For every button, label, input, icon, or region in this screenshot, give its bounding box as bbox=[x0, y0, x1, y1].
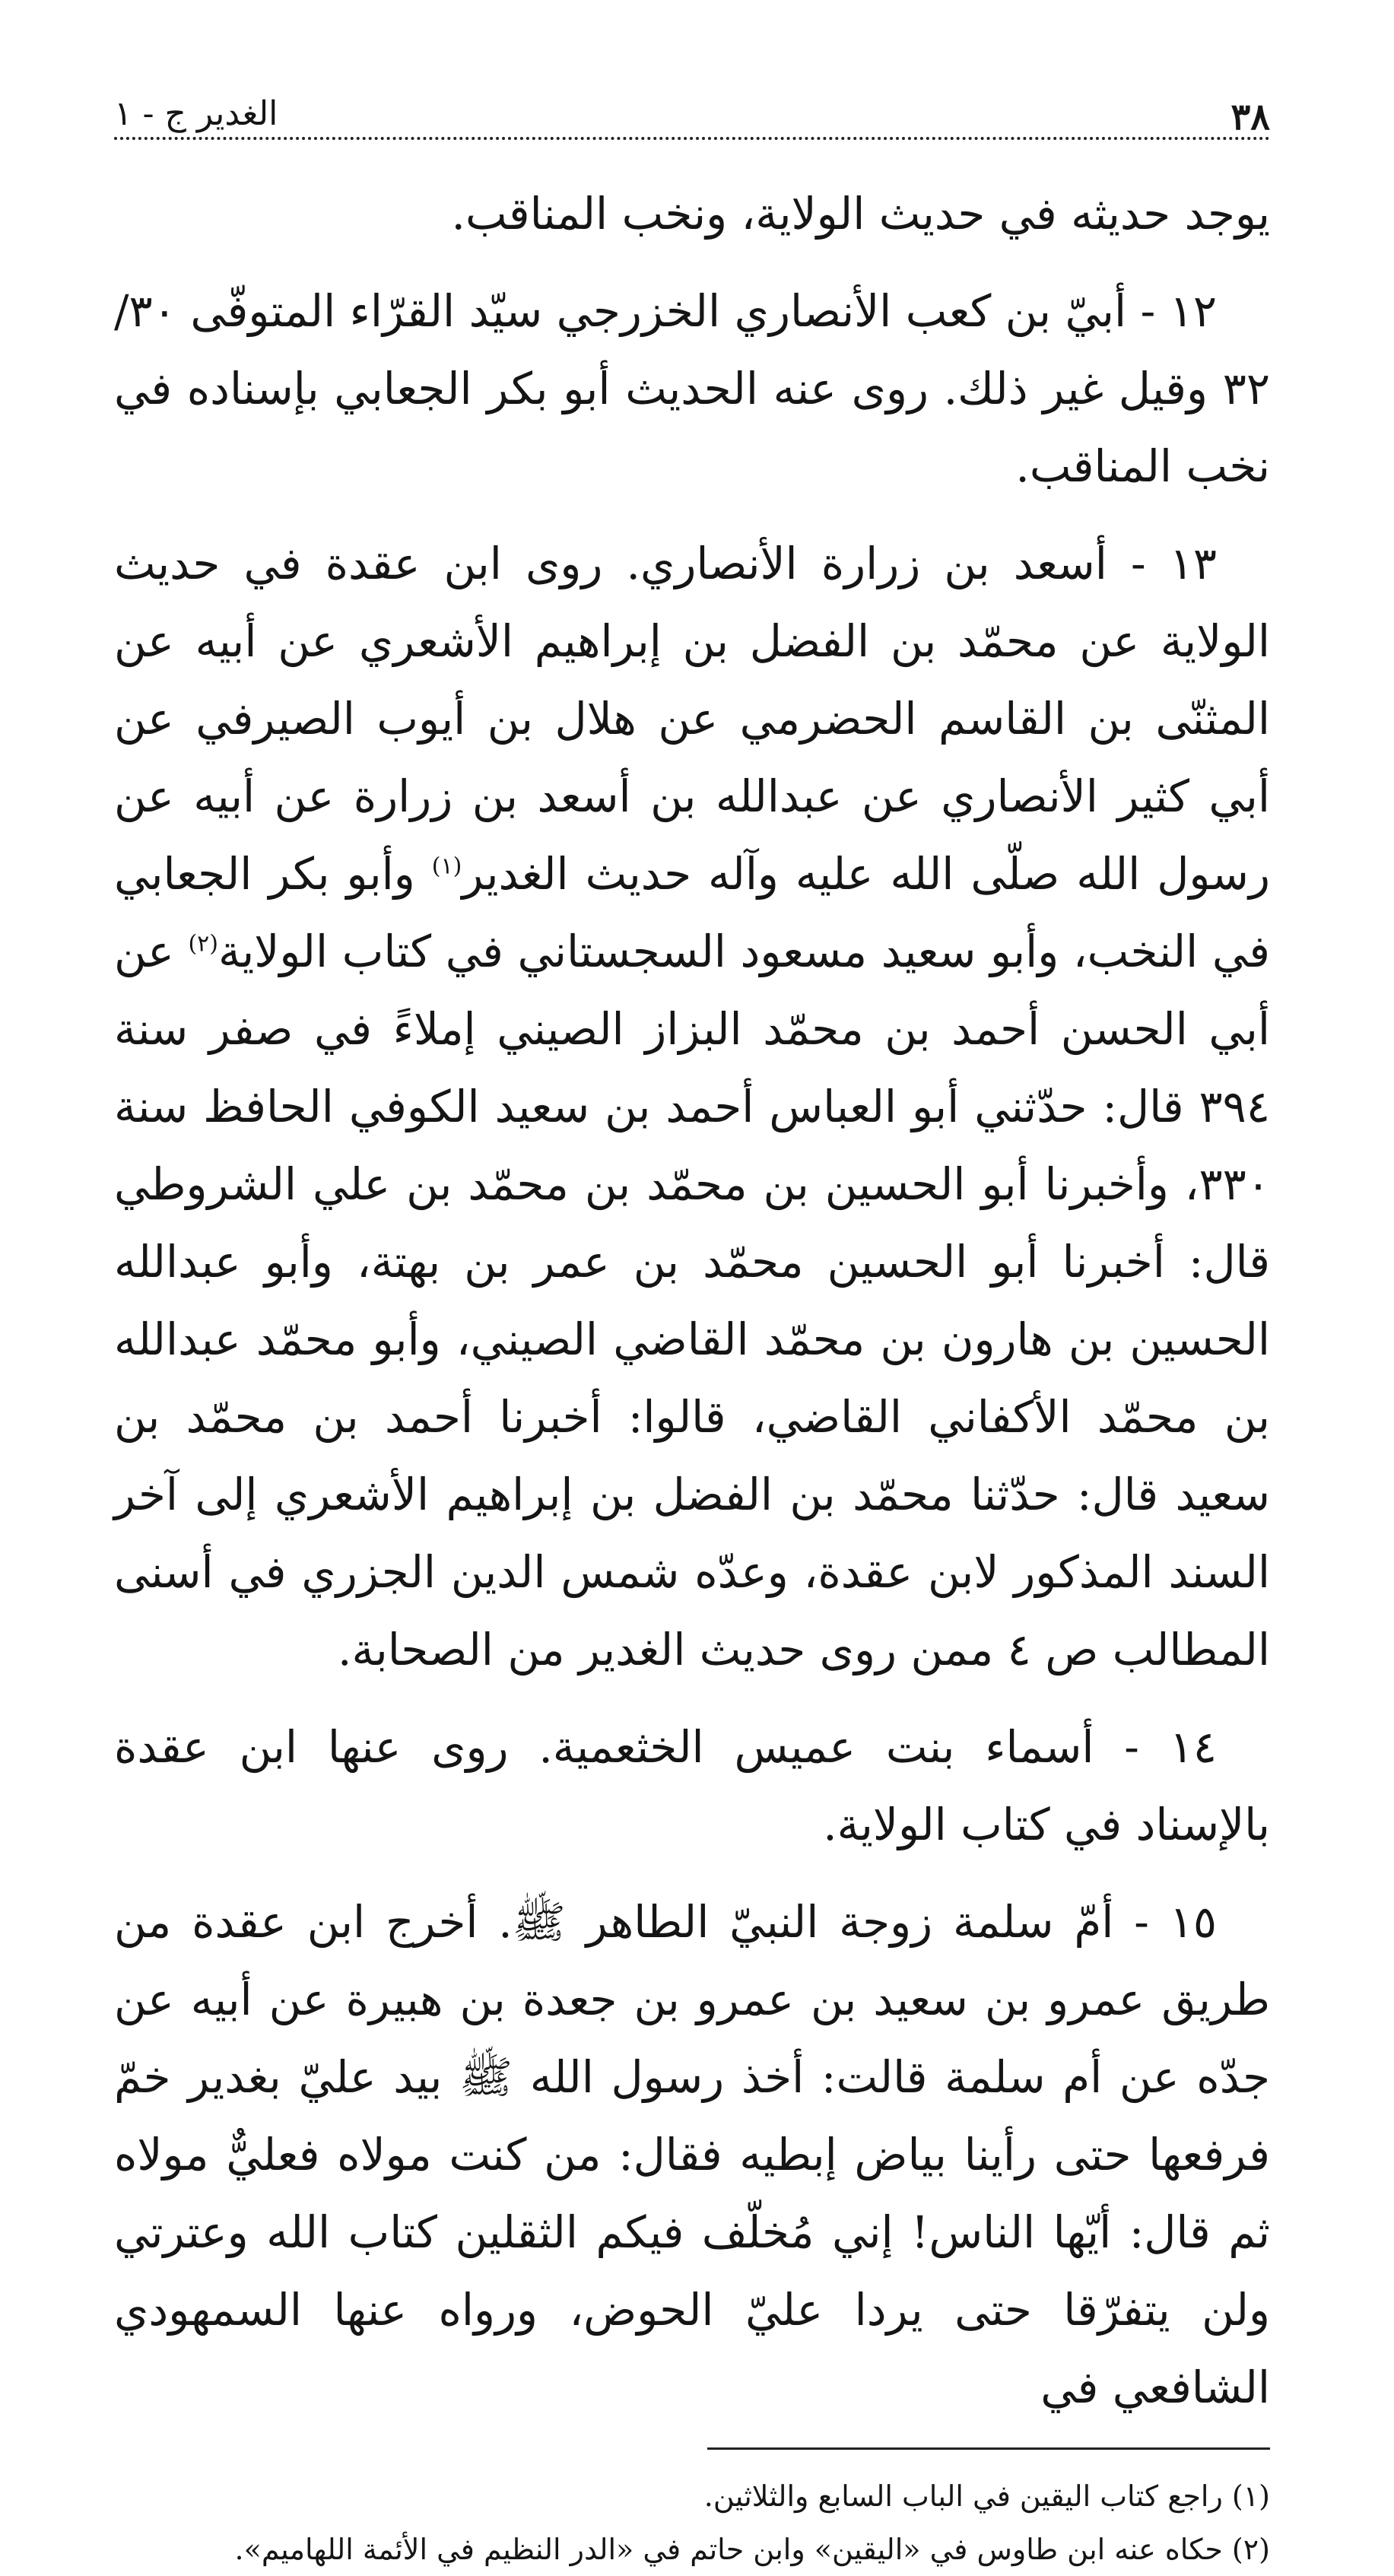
footnote-ref-2: (٢) bbox=[188, 930, 218, 958]
paragraph-intro: يوجد حديثه في حديث الولاية، ونخب المناقب. bbox=[451, 188, 1270, 240]
page-header bbox=[114, 76, 1270, 140]
footnote-ref-1: (١) bbox=[431, 853, 462, 880]
footnote-2: (٢) حكاه عنه ابن طاوس في «اليقين» وابن حاتم في «الدر النظيم في الأئمة اللهاميم». bbox=[234, 2533, 1270, 2566]
body-text bbox=[114, 175, 1270, 2426]
paragraph-entry-14: ١٤ - أسماء بنت عميس الخثعمية. روى عنها ابن عقدة بالإسناد في كتاب الولاية. bbox=[114, 1721, 1270, 1850]
page-number: ٣٨ bbox=[1230, 96, 1270, 138]
entry-13-middle: وأبو بكر الجعابي في النخب، وأبو سعيد مسعود السجستاني في كتاب الولاية bbox=[114, 848, 1271, 977]
footnotes bbox=[114, 2470, 1270, 2576]
entry-13-end: عن أبي الحسن أحمد بن محمّد البزاز الصيني إملاءً في صفر سنة ٣٩٤ قال: حدّثني أبو العباس أحمد بن سعيد الكوفي الحافظ سنة ٣٣٠، وأخبرنا أبو الحسين بن محمّد بن محمّد بن علي الشروطي قال: أخبرنا أبو الحسين محمّد بن عمر بن بهتة، وأبو عبدالله الحسين بن هارون بن محمّد القاضي الصيني، وأبو محمّد عبدالله بن محمّد الأكفاني القاضي، قالوا: أخبرنا أحمد بن محمّد بن سعيد قال: حدّثنا محمّد بن الفضل بن إبراهيم الأشعري إلى آخر السند المذكور لابن عقدة، وعدّه شمس الدين الجزري في أسنى المطالب ص ٤ ممن روى حديث الغدير من الصحابة. bbox=[114, 926, 1270, 1676]
book-page bbox=[114, 76, 1271, 2566]
footnote-1: (١) راجع كتاب اليقين في الباب السابع والثلاثين. bbox=[703, 2479, 1270, 2513]
paragraph-entry-13 bbox=[114, 525, 1270, 1688]
paragraph-entry-15: ١٥ - أمّ سلمة زوجة النبيّ الطاهر ﷺ. أخرج ابن عقدة من طريق عمرو بن سعيد بن عمرو بن جعدة بن هبيرة عن أبيه عن جدّه عن أم سلمة قالت: أخذ رسول الله ﷺ بيد عليّ بغدير خمّ فرفعها حتى رأينا بياض إبطيه فقال: من كنت مولاه فعليٌّ مولاه ثم قال: أيّها الناس! إني مُخلّف فيكم الثقلين كتاب الله وعترتي ولن يتفرّقا حتى يردا عليّ الحوض، ورواه عنها السمهودي الشافعي في bbox=[114, 1896, 1270, 2413]
running-title: الغدير ج - ١ bbox=[114, 94, 278, 133]
paragraph-entry-12: ١٢ - أبيّ بن كعب الأنصاري الخزرجي سيّد القرّاء المتوفّى ٣٠/ ٣٢ وقيل غير ذلك. روى عنه الحديث أبو بكر الجعابي بإسناده في نخب المناقب. bbox=[114, 285, 1270, 492]
footnote-separator bbox=[707, 2447, 1270, 2450]
entry-13-start: ١٣ - أسعد بن زرارة الأنصاري. روى ابن عقدة في حديث الولاية عن محمّد بن الفضل بن إبراهيم الأشعري عن أبيه عن المثنّى بن القاسم الحضرمي عن هلال بن أيوب الصيرفي عن أبي كثير الأنصاري عن عبدالله بن أسعد بن زرارة عن أبيه عن رسول الله صلّى الله عليه وآله حديث الغدير bbox=[114, 538, 1270, 900]
